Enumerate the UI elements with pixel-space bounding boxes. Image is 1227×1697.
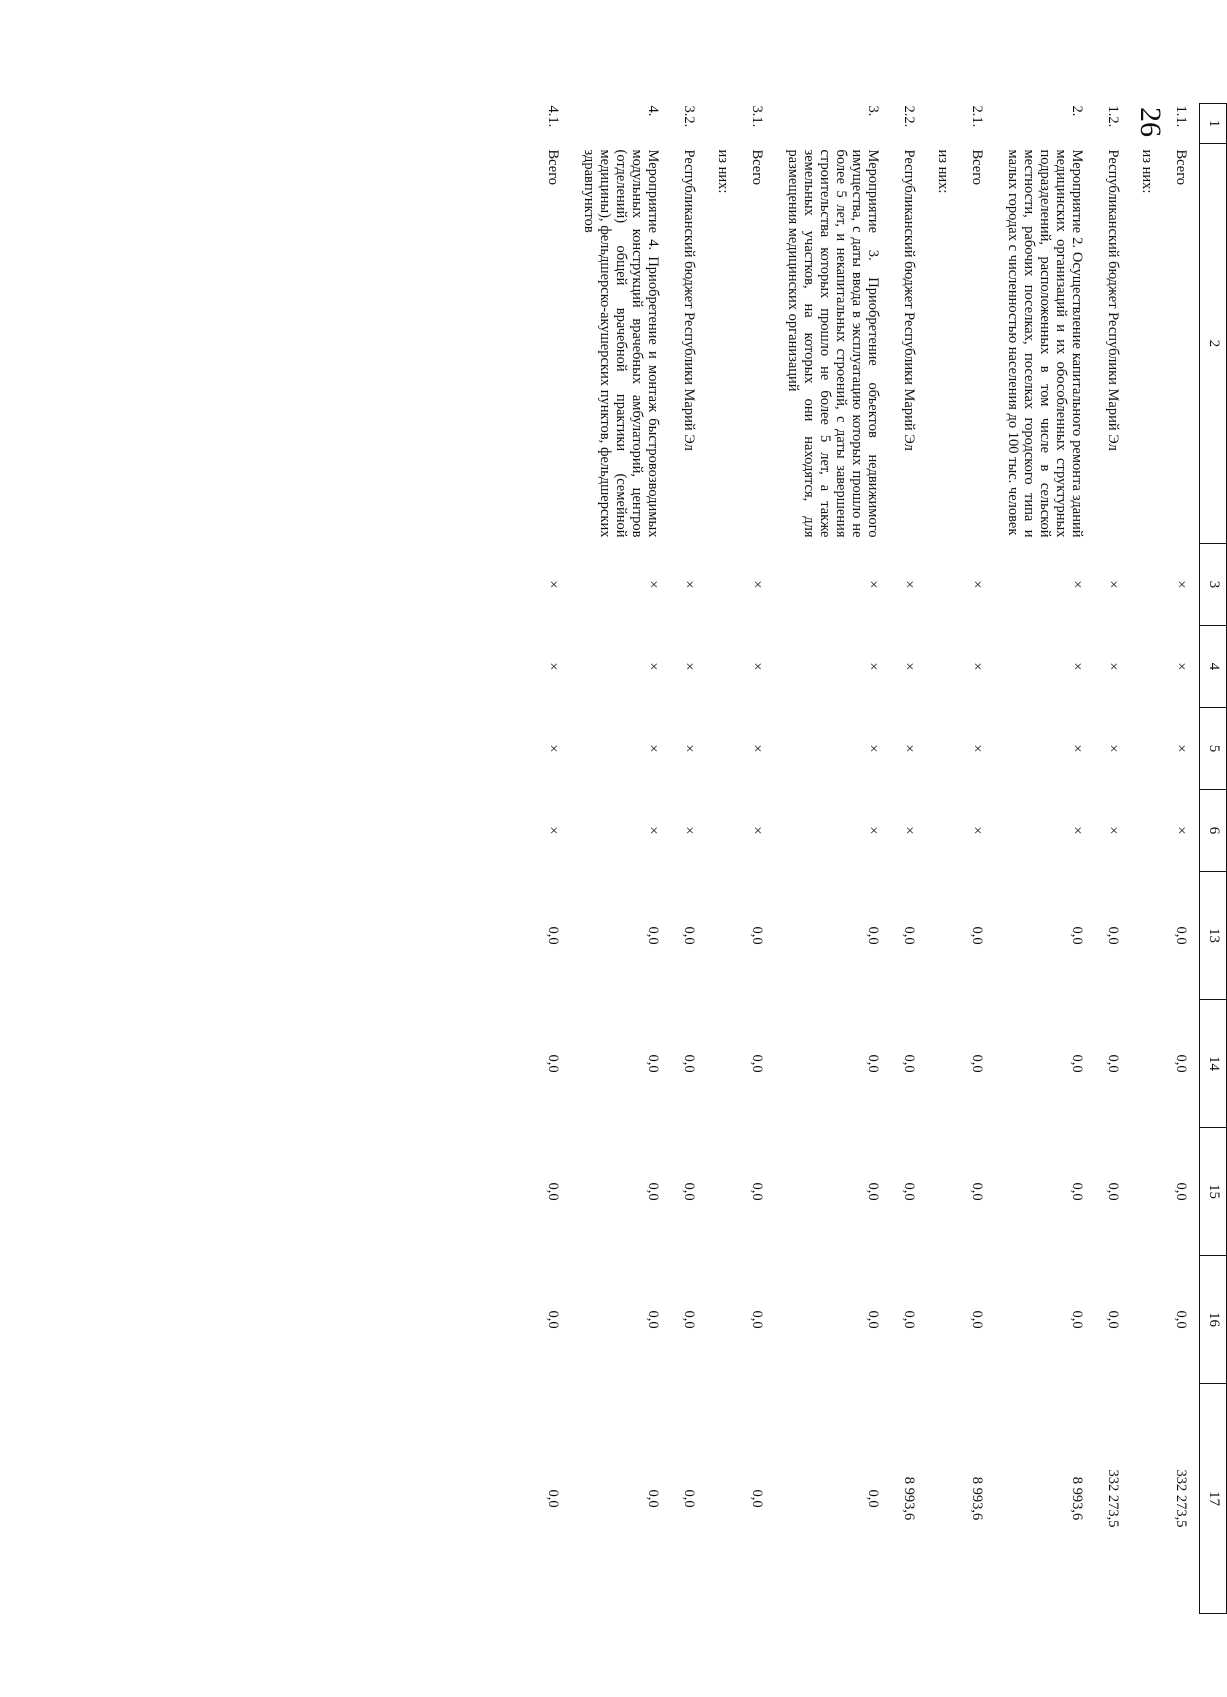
table-row [1095, 104, 1131, 1614]
row-number: 2. [1069, 105, 1085, 117]
table-body [535, 104, 1200, 1614]
cell-value: 0,0 [969, 1054, 985, 1073]
row-number: 1.2. [1105, 105, 1121, 128]
cell-mark: × [749, 580, 765, 589]
cell-mark: × [545, 580, 561, 589]
row-name: Мероприятие 2. Осуществление капитального ремонта зданий медицинских организаций и их обособленных структурных подразделений, расположенных в том числе в сельской местности, рабочих поселках, поселках городского типа и малых городах с численностью населения до 100 тыс. человек [1005, 149, 1085, 538]
cell-value [927, 872, 959, 1000]
budget-table [535, 103, 1227, 1614]
cell-value: 0,0 [749, 1182, 765, 1201]
column-header-2: 2 [1200, 144, 1227, 544]
cell-value: 0,0 [545, 926, 561, 945]
cell-value: 0,0 [969, 1310, 985, 1329]
cell-mark: × [865, 744, 881, 753]
cell-value [1131, 872, 1163, 1000]
table-row [571, 104, 671, 1614]
cell-value [707, 1256, 739, 1384]
cell-value: 0,0 [645, 1182, 661, 1201]
cell-mark: × [969, 580, 985, 589]
table-row [535, 104, 571, 1614]
cell-value: 0,0 [1173, 926, 1189, 945]
row-name: Всего [545, 149, 561, 186]
cell-mark: × [901, 826, 917, 835]
row-number: 4.1. [545, 105, 561, 128]
cell-mark [927, 544, 959, 626]
cell-mark [707, 626, 739, 708]
cell-mark: × [969, 826, 985, 835]
cell-mark: × [865, 580, 881, 589]
table-row [707, 104, 739, 1614]
rotated-page [197, 103, 1227, 1613]
cell-value: 0,0 [1069, 1310, 1085, 1329]
cell-value: 332 273,5 [1105, 1469, 1121, 1528]
cell-value: 0,0 [645, 1310, 661, 1329]
cell-value: 0,0 [865, 926, 881, 945]
cell-mark [707, 544, 739, 626]
cell-value: 0,0 [681, 1182, 697, 1201]
cell-value: 0,0 [645, 1054, 661, 1073]
cell-value: 0,0 [645, 926, 661, 945]
cell-mark: × [1173, 826, 1189, 835]
cell-mark [927, 790, 959, 872]
column-header-15: 15 [1200, 1128, 1227, 1256]
cell-mark: × [1069, 580, 1085, 589]
column-header-5: 5 [1200, 708, 1227, 790]
row-name: Всего [1173, 149, 1189, 186]
table-row [671, 104, 707, 1614]
cell-value: 0,0 [681, 1054, 697, 1073]
cell-mark: × [1173, 744, 1189, 753]
cell-value: 0,0 [645, 1489, 661, 1508]
column-header-13: 13 [1200, 872, 1227, 1000]
row-number [927, 104, 959, 144]
row-number: 1.1. [1173, 105, 1189, 128]
cell-value: 0,0 [901, 1310, 917, 1329]
row-name: из них: [715, 149, 731, 194]
cell-mark: × [1069, 826, 1085, 835]
cell-value: 0,0 [865, 1489, 881, 1508]
cell-value: 0,0 [1105, 1310, 1121, 1329]
row-number: 3.1. [749, 105, 765, 128]
cell-mark: × [901, 744, 917, 753]
row-number: 3. [865, 105, 881, 117]
cell-mark [1131, 708, 1163, 790]
cell-value: 0,0 [1105, 1054, 1121, 1073]
cell-value: 8 993,6 [969, 1476, 985, 1521]
cell-value: 0,0 [901, 926, 917, 945]
cell-value [927, 1384, 959, 1614]
cell-mark [927, 708, 959, 790]
cell-value: 0,0 [749, 1310, 765, 1329]
cell-mark: × [681, 744, 697, 753]
cell-value: 0,0 [969, 1182, 985, 1201]
cell-mark: × [969, 744, 985, 753]
cell-mark: × [865, 662, 881, 671]
cell-value [1131, 1384, 1163, 1614]
cell-value [927, 1128, 959, 1256]
cell-mark: × [1105, 662, 1121, 671]
cell-value: 0,0 [1105, 926, 1121, 945]
cell-mark: × [1173, 580, 1189, 589]
cell-mark: × [1069, 662, 1085, 671]
table-row [1131, 104, 1163, 1614]
column-header-4: 4 [1200, 626, 1227, 708]
cell-value [927, 1000, 959, 1128]
cell-value: 0,0 [681, 926, 697, 945]
column-header-16: 16 [1200, 1256, 1227, 1384]
cell-mark [1131, 544, 1163, 626]
cell-mark: × [865, 826, 881, 835]
row-number: 2.2. [901, 105, 917, 128]
row-name: Всего [969, 149, 985, 186]
cell-value: 0,0 [545, 1182, 561, 1201]
cell-value: 0,0 [865, 1182, 881, 1201]
cell-value [707, 1384, 739, 1614]
cell-mark [1131, 626, 1163, 708]
cell-mark: × [645, 580, 661, 589]
cell-value: 0,0 [749, 1054, 765, 1073]
cell-mark: × [645, 662, 661, 671]
row-number: 3.2. [681, 105, 697, 128]
table-row [995, 104, 1095, 1614]
row-name: из них: [935, 149, 951, 194]
table-header [1200, 104, 1227, 1614]
column-header-1: 1 [1200, 104, 1227, 144]
row-name: из них: [1139, 149, 1155, 194]
cell-mark: × [749, 826, 765, 835]
cell-value [1131, 1000, 1163, 1128]
table-row [927, 104, 959, 1614]
row-number [707, 104, 739, 144]
cell-value: 0,0 [865, 1054, 881, 1073]
cell-value [707, 1000, 739, 1128]
table-row [739, 104, 775, 1614]
cell-mark: × [545, 662, 561, 671]
cell-value: 0,0 [681, 1489, 697, 1508]
table-row [891, 104, 927, 1614]
row-name: Мероприятие 4. Приобретение и монтаж быстровозводимых модульных конструкций врачебных амбулаторий, центров (отделений) общей врачебной практики (семейной медицины), фельдшерско-акушерских пунктов, фельдшерских здравпунктов [581, 149, 661, 538]
cell-value: 0,0 [681, 1310, 697, 1329]
cell-value [1131, 1128, 1163, 1256]
cell-mark: × [1069, 744, 1085, 753]
cell-mark: × [901, 580, 917, 589]
cell-mark: × [681, 580, 697, 589]
cell-value: 0,0 [865, 1310, 881, 1329]
cell-mark: × [645, 826, 661, 835]
cell-value: 332 273,5 [1173, 1469, 1189, 1528]
cell-mark: × [1105, 580, 1121, 589]
cell-value: 0,0 [1069, 1054, 1085, 1073]
column-header-17: 17 [1200, 1384, 1227, 1614]
table-row [959, 104, 995, 1614]
table-row [1163, 104, 1200, 1614]
cell-value: 0,0 [969, 926, 985, 945]
cell-value [707, 1128, 739, 1256]
row-name: Республиканский бюджет Республики Марий Эл [681, 149, 697, 451]
row-name: Республиканский бюджет Республики Марий Эл [1105, 149, 1121, 451]
cell-value: 0,0 [749, 926, 765, 945]
cell-mark: × [1173, 662, 1189, 671]
cell-mark: × [901, 662, 917, 671]
cell-mark: × [1105, 744, 1121, 753]
table-row [775, 104, 891, 1614]
cell-mark: × [681, 662, 697, 671]
cell-mark: × [749, 662, 765, 671]
cell-value: 0,0 [1069, 1182, 1085, 1201]
cell-value [707, 872, 739, 1000]
cell-mark [707, 708, 739, 790]
cell-mark: × [545, 744, 561, 753]
row-name: Республиканский бюджет Республики Марий Эл [901, 149, 917, 451]
cell-value: 0,0 [1173, 1054, 1189, 1073]
cell-value: 0,0 [901, 1054, 917, 1073]
cell-value: 0,0 [749, 1489, 765, 1508]
cell-value: 0,0 [1173, 1310, 1189, 1329]
cell-mark [1131, 790, 1163, 872]
cell-value: 0,0 [1069, 926, 1085, 945]
cell-mark: × [969, 662, 985, 671]
row-number: 4. [645, 105, 661, 117]
cell-value: 0,0 [1173, 1182, 1189, 1201]
column-header-14: 14 [1200, 1000, 1227, 1128]
cell-value: 8 993,6 [1069, 1476, 1085, 1521]
cell-mark [927, 626, 959, 708]
cell-value: 0,0 [545, 1489, 561, 1508]
row-number: 2.1. [969, 105, 985, 128]
column-header-3: 3 [1200, 544, 1227, 626]
cell-value: 0,0 [1105, 1182, 1121, 1201]
cell-value: 0,0 [901, 1182, 917, 1201]
cell-value [1131, 1256, 1163, 1384]
cell-value [927, 1256, 959, 1384]
row-name: Всего [749, 149, 765, 186]
page-number: 26 [1134, 107, 1167, 137]
cell-value: 0,0 [545, 1310, 561, 1329]
column-header-6: 6 [1200, 790, 1227, 872]
cell-mark: × [681, 826, 697, 835]
cell-mark: × [645, 744, 661, 753]
row-number [1131, 104, 1163, 144]
cell-mark: × [749, 744, 765, 753]
cell-mark [707, 790, 739, 872]
cell-value: 0,0 [545, 1054, 561, 1073]
cell-mark: × [1105, 826, 1121, 835]
cell-mark: × [545, 826, 561, 835]
cell-value: 8 993,6 [901, 1476, 917, 1521]
row-name: Мероприятие 3. Приобретение объектов недвижимого имущества, с даты ввода в эксплуатацию которых прошло не более 5 лет, и некапитальных строений, с даты завершения строительства которых прошло не более 5 лет, а также земельных участков, на которых они находятся, для размещения медицинских организаций [785, 149, 881, 538]
